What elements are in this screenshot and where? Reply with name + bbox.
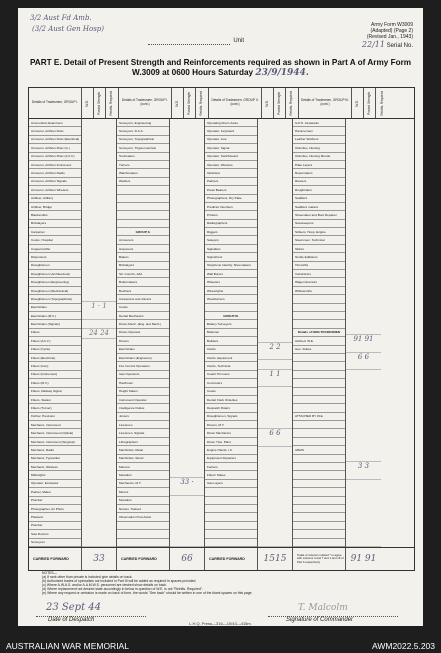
trade-row: Armourer, Artificer Fitter (Electrical)	[29, 136, 81, 144]
handwritten-count: 6 6	[346, 353, 381, 371]
form-page	[18, 8, 423, 626]
trade-row	[293, 488, 345, 496]
trade-row: Photographer, Air Photo	[29, 505, 81, 513]
trade-row: Wagon Erectors	[293, 278, 345, 286]
trade-row: Mechanics, M.T.	[117, 480, 169, 488]
trade-row: Clerks, Equipment	[205, 354, 257, 362]
trade-row: Armourer, Artificer Fitter (A.F.V.)	[29, 153, 81, 161]
trade-row	[293, 362, 345, 370]
trade-row: Attched. W.E.	[293, 337, 345, 345]
group-1-column	[29, 119, 82, 547]
trade-row	[293, 480, 345, 488]
trade-row: Bricklayers	[29, 220, 81, 228]
trade-row: Electricians (Signals)	[29, 320, 81, 328]
trade-row: Ammunition Examiners	[29, 119, 81, 127]
handwritten-count: 33 ·	[170, 478, 204, 496]
trade-row: Fitters (M.V.)	[29, 379, 81, 387]
trade-row	[293, 455, 345, 463]
trade-row: Plate Layers	[293, 161, 345, 169]
trade-row: Welders	[117, 178, 169, 186]
trade-row	[117, 203, 169, 211]
trade-row: Shoemaker and Boot Repairer	[293, 211, 345, 219]
trade-row: ATTACHED BY W.E.	[293, 413, 345, 421]
trade-row: Electricians	[117, 346, 169, 354]
trade-row: Bricklayers	[117, 262, 169, 270]
trade-row: Kitcher, Precision	[29, 413, 81, 421]
trade-row: Saddlers makers	[293, 203, 345, 211]
trade-row: Riggers	[205, 228, 257, 236]
handwritten-count: 91 91	[346, 335, 381, 353]
trade-row: Fire Control Operators	[117, 362, 169, 370]
trade-row: Fitters (A.F.V.)	[29, 337, 81, 345]
trade-row: Armourer, Artificer Instrument	[29, 161, 81, 169]
trade-row: Opticians	[205, 169, 257, 177]
handwritten-unit-note: 3/2 Aust Fd Amb.	[30, 14, 92, 22]
trade-row: Instrument Operator	[117, 396, 169, 404]
trade-row	[205, 497, 257, 505]
trade-row: Cooks, Hospital	[29, 236, 81, 244]
trade-row: Plasterer	[29, 513, 81, 521]
trade-row: Radiographers	[205, 220, 257, 228]
trade-row	[205, 505, 257, 513]
trade-row: Artificer, Bridge	[29, 203, 81, 211]
trade-row: Electricians	[29, 304, 81, 312]
trade-row: Surveyors	[29, 539, 81, 547]
trade-row: Armourer, Artificer Fitter (G.)	[29, 144, 81, 152]
trade-row: Details of NON-TRADESMEN	[293, 329, 345, 337]
trade-row: Riveters	[293, 178, 345, 186]
trade-row: Blacksmiths	[29, 211, 81, 219]
trade-row: Surveyors, R.A.A.	[117, 127, 169, 135]
trade-row: Fitters (Instrument)	[29, 371, 81, 379]
non-tradesmen-counts	[346, 119, 381, 547]
trade-row: Masons	[117, 463, 169, 471]
trade-row	[205, 522, 257, 530]
trade-row: Nurses, Trained	[117, 505, 169, 513]
serial-label: Serial No.	[386, 43, 413, 49]
trade-row: Fitters' Mates	[205, 471, 257, 479]
signature-line	[268, 603, 398, 617]
handwritten-count: 3 3	[346, 462, 381, 480]
trade-row	[293, 530, 345, 538]
trade-row: Gas Operators	[117, 371, 169, 379]
trade-row: Plumber	[29, 522, 81, 530]
trade-row	[205, 513, 257, 521]
group-1-counts	[82, 119, 117, 547]
trade-row: Gas Layers	[205, 480, 257, 488]
trade-row: Operating Room Assts.	[205, 119, 257, 127]
form-reference: Army Form W3009 (Adapted) (Page 2) (Revised Jan., 1943) 22/11 Serial No.	[361, 22, 413, 49]
trade-row: Linesmen	[117, 421, 169, 429]
trade-row: Clerks, Technical	[205, 362, 257, 370]
trade-row: Hatchmen	[117, 379, 169, 387]
trade-row: Bakers	[117, 253, 169, 261]
carried-col4: 91 91	[350, 554, 377, 564]
handwritten-despatch-date: 23 Sept 44	[46, 602, 101, 613]
handwritten-count: 6 6	[258, 429, 292, 447]
despatch-label: Date of Despatch	[48, 617, 95, 623]
trade-row: Steersmen, Technical	[293, 236, 345, 244]
trade-row: Armourers	[117, 236, 169, 244]
trade-row	[117, 220, 169, 228]
carried-forward-row: CARRIED FORWARD 33 CARRIED FORWARD 66 CARRIED FORWARD 1515 Totals of columns marked * to agree with columns 4 and 7 and 1 and 16 of Part A respectively. 91 91	[29, 547, 414, 570]
trade-row: Fitters (Gun)	[29, 362, 81, 370]
trade-row: Mechanic, Radio	[29, 446, 81, 454]
trade-row: Fitters (Electrical)	[29, 354, 81, 362]
trade-row: Photographers, Dry Plate	[205, 195, 257, 203]
trade-row: Wheelers	[205, 278, 257, 286]
trade-row: Telephone Identity, Shoemakers	[205, 262, 257, 270]
commander-label: Signature of Commander	[286, 617, 354, 623]
trade-row: Dispensers	[29, 253, 81, 261]
trade-row: Orderlies, Nursing Mental	[293, 153, 345, 161]
signature: T. Malcolm	[298, 603, 348, 613]
trade-row	[293, 295, 345, 303]
trade-row: Leather Stitchers	[293, 136, 345, 144]
trade-row	[117, 186, 169, 194]
trade-row: Drivers, M.T.	[205, 421, 257, 429]
print-reference: L.H.Q. Press—316—10/43—415m.	[189, 621, 252, 626]
catalogue-number: AWM2022.5.203	[372, 641, 435, 651]
trade-row	[293, 505, 345, 513]
trade-row: Farriers	[205, 463, 257, 471]
handwritten-count: 1 · 1	[82, 302, 116, 320]
trade-row: Saw Doctors	[29, 530, 81, 538]
trade-row	[205, 488, 257, 496]
trade-row: Cooks	[117, 304, 169, 312]
trade-row: Tinsmiths	[293, 262, 345, 270]
trade-row: Armourer, Artificer Wireless	[29, 186, 81, 194]
trade-row: Fitters, Railway Signal	[29, 388, 81, 396]
group-2-counts	[170, 119, 205, 547]
trade-row: Carpenters and Joiners	[117, 295, 169, 303]
trade-row: Panel Beaters	[205, 186, 257, 194]
trade-row: Fitters	[29, 329, 81, 337]
trade-row: Builders	[205, 337, 257, 345]
trade-row: GROUP II.	[117, 228, 169, 236]
table-body	[29, 119, 414, 547]
trade-row: Sawyers	[205, 236, 257, 244]
trade-row: Mechanic, Instrument (Optical)	[29, 429, 81, 437]
trade-row: Tailors	[293, 245, 345, 253]
trade-row: Surveyors, Engineering	[117, 119, 169, 127]
trade-row	[293, 429, 345, 437]
footer-bar	[0, 638, 441, 653]
trade-row: Painter, Maker	[29, 488, 81, 496]
trade-row: Armourer, Artificer Fitter	[29, 127, 81, 135]
trade-row: G.P.O. Assistants	[293, 119, 345, 127]
trade-row: Whitesmiths	[293, 287, 345, 295]
handwritten-count: 2 2	[258, 343, 292, 361]
handwritten-count: 24 24	[82, 329, 116, 338]
trade-row: Millwrights	[29, 471, 81, 479]
trade-row	[117, 195, 169, 203]
trade-row	[117, 530, 169, 538]
trade-row: Drivers	[117, 337, 169, 345]
trade-row: Carpenter	[29, 228, 81, 236]
trade-row: Operator, Switchboard	[205, 153, 257, 161]
trade-row: Surveyors, Trigonometrical	[117, 144, 169, 152]
trade-row: Electricians (M.V.)	[29, 312, 81, 320]
trade-row: Draughtsmen (Engineering)	[29, 278, 81, 286]
trade-row: Concreters	[205, 379, 257, 387]
trade-row	[293, 388, 345, 396]
trade-row: Engine Hands, I.C.	[205, 446, 257, 454]
carried-col3: 1515	[258, 548, 293, 570]
trade-row: Equipment Repairers	[205, 455, 257, 463]
trade-row	[293, 371, 345, 379]
trade-row: Operator, Excavator	[29, 480, 81, 488]
trade-row: Ropemakers	[293, 169, 345, 177]
trade-row: Roughriders	[293, 186, 345, 194]
trade-row: Miners	[117, 488, 169, 496]
table-header: Details of Tradesmen, GROUP I. W.E. Posted Strength Reinfts. Required Details of Tradesmen, GROUP I. (cont.) W.E. Posted Strength Reinfts. Required Details of Tradesmen, GROUP II. (cont.) W.E. Posted Strength Reinfts. Required Details of Tradesmen, GROUP III. (cont.) W.E. Posted Strength Reinfts. Required	[29, 88, 414, 119]
trade-row: Orderlies, Nursing	[293, 144, 345, 152]
trade-row: Strikers, Hosp. Engine	[293, 228, 345, 236]
trade-row: Driver-Operator	[117, 329, 169, 337]
trade-row: Battery Surveyors	[205, 320, 257, 328]
trade-row: Machinists, Wood	[117, 455, 169, 463]
trade-row	[293, 438, 345, 446]
trade-row	[293, 522, 345, 530]
trade-row: Moulders	[117, 471, 169, 479]
trade-row	[117, 211, 169, 219]
handwritten-count: 1 1	[258, 370, 292, 388]
trade-row: Wall Borers	[205, 270, 257, 278]
trade-row	[117, 522, 169, 530]
trade-row: Intelligence Duties	[117, 404, 169, 412]
trade-row	[293, 463, 345, 471]
trade-row: Joiners	[117, 413, 169, 421]
trade-row	[293, 471, 345, 479]
trade-row: Butlermakers	[117, 278, 169, 286]
trade-row: Mechanic, Instrument (Surgical)	[29, 438, 81, 446]
trade-row	[205, 539, 257, 547]
group-3-column	[205, 119, 258, 547]
trade-row: Despatch Riders	[205, 404, 257, 412]
trade-row: Printers	[205, 211, 257, 219]
trade-row	[293, 320, 345, 328]
trade-row	[293, 354, 345, 362]
trade-row: Textile Eddisters	[293, 253, 345, 261]
trade-row	[293, 379, 345, 387]
notes-block: NOTES— (a) If rank other than private is included give details on back. (b) Authorised trades of specialists not included in Part III will be added as required in spaces provided. (c) Where A.W.A.S. and/or A.A.M.W.S. personnel are desired show details on back. (d) Where replacement not desired state accordingly in below in question of W.E. is not "Reinfts. Required". (e) Where any request or omission is made on back of form, the words "See back" should be written in one of the blank spaces on this page.	[42, 571, 253, 595]
trade-row: Coach Trimmers	[205, 371, 257, 379]
trade-row: ARMS	[293, 446, 345, 454]
trade-row: Vulcanizers	[293, 270, 345, 278]
trade-row: Draughtsmen, Signals	[205, 413, 257, 421]
trade-row: Plumber	[29, 497, 81, 505]
trade-row: Fitters (Turner)	[29, 404, 81, 412]
trade-row: Gen. Duties	[293, 346, 345, 354]
trade-row	[293, 312, 345, 320]
trade-row	[205, 530, 257, 538]
unit-field: Unit	[148, 38, 230, 45]
carried-col2: 66	[170, 548, 205, 570]
group-3-counts	[258, 119, 293, 547]
trade-row: Toolmakers	[117, 153, 169, 161]
trade-row	[293, 396, 345, 404]
trade-row: Wirewrights	[205, 287, 257, 295]
trade-row: Storekeepers	[293, 220, 345, 228]
trade-row: Saddlers	[293, 195, 345, 203]
trade-row: Draughtsmen (Mechanical)	[29, 287, 81, 295]
trade-row: Height Takers	[117, 388, 169, 396]
trade-row: Dental Mechanics	[117, 312, 169, 320]
despatch-date-line	[36, 602, 146, 617]
handwritten-date: 23/9/1944.	[255, 68, 309, 78]
trade-row: Hammermen	[293, 127, 345, 135]
trade-row: Driver Tpts. Plant	[205, 438, 257, 446]
trade-row: Woodturners	[205, 295, 257, 303]
trade-row: Draughtsmen (Architectural)	[29, 270, 81, 278]
trade-row: Painters	[205, 178, 257, 186]
trade-row: Operator, Keyboard	[205, 127, 257, 135]
trade-row: Electricians (Engineers)	[117, 354, 169, 362]
trade-row: Watchmakers	[117, 169, 169, 177]
trade-row: Str. Comd's, Add.	[117, 270, 169, 278]
trade-row: Lithographers	[117, 438, 169, 446]
trade-row: Assessors	[117, 245, 169, 253]
page-title: PART E. Detail of Present Strength and Reinforcements required as shown in Part A of Army Form W.3009 at 0600 Hours Saturday 23/9/1944.	[29, 58, 412, 78]
trade-row: Surveyors, Topographical	[117, 136, 169, 144]
trade-row: Clerks	[205, 346, 257, 354]
trade-row: Draughtsmen	[29, 262, 81, 270]
trade-row: Predictor Numbers	[205, 203, 257, 211]
trade-row: Mechanic, Typewriter	[29, 455, 81, 463]
trade-row	[293, 304, 345, 312]
trade-row: Draughtsmen (Topographical)	[29, 295, 81, 303]
trade-row	[117, 539, 169, 547]
trade-row: Signwriters	[205, 253, 257, 261]
trade-row: Cooks	[205, 388, 257, 396]
trade-row: Mechanic, Instrument	[29, 421, 81, 429]
trade-row: Fitters, Station	[29, 396, 81, 404]
trade-row: Operator, Wireless	[205, 161, 257, 169]
trade-row: Dental Clerk Orderlies	[205, 396, 257, 404]
trade-row	[293, 497, 345, 505]
group-2-column	[117, 119, 170, 547]
trade-row	[205, 304, 257, 312]
trade-row	[293, 421, 345, 429]
trade-row: GROUP III.	[205, 312, 257, 320]
trade-row: Mechanic, Wireless	[29, 463, 81, 471]
trade-row: Linesmen, Signals	[117, 429, 169, 437]
trade-row: Coppersmiths	[29, 245, 81, 253]
group-3-cont-column	[293, 119, 346, 547]
trade-row: Fitters (Cycle)	[29, 346, 81, 354]
trade-row: Artificer, Artillery	[29, 195, 81, 203]
trade-row: Moulders	[117, 497, 169, 505]
serial-number: 22/11	[361, 40, 385, 49]
trade-row: Armourer, Artificer Signals	[29, 178, 81, 186]
trade-row: Operator, Signal	[205, 144, 257, 152]
trade-row: Turners	[117, 161, 169, 169]
trade-row: Driver-Mech. (Eng. and Mech.)	[117, 320, 169, 328]
trade-row	[293, 539, 345, 547]
handwritten-unit-note-2: (3/2 Aust Gen Hosp)	[32, 25, 105, 33]
trade-row: Operator, Line	[205, 136, 257, 144]
trade-row: Batsmen	[205, 329, 257, 337]
strength-table	[28, 87, 415, 571]
trade-row: Butchers	[117, 287, 169, 295]
trade-row: Driver Mechanics	[205, 429, 257, 437]
trade-row: Signallers	[205, 245, 257, 253]
institution-name: AUSTRALIAN WAR MEMORIAL	[6, 641, 129, 651]
trade-row: Machinists, Metal	[117, 446, 169, 454]
trade-row	[293, 513, 345, 521]
trade-row	[293, 404, 345, 412]
trade-row: Armourer, Artificer Radio	[29, 169, 81, 177]
trade-row: Observation Post Assts.	[117, 513, 169, 521]
carried-col1: 33	[82, 548, 117, 570]
